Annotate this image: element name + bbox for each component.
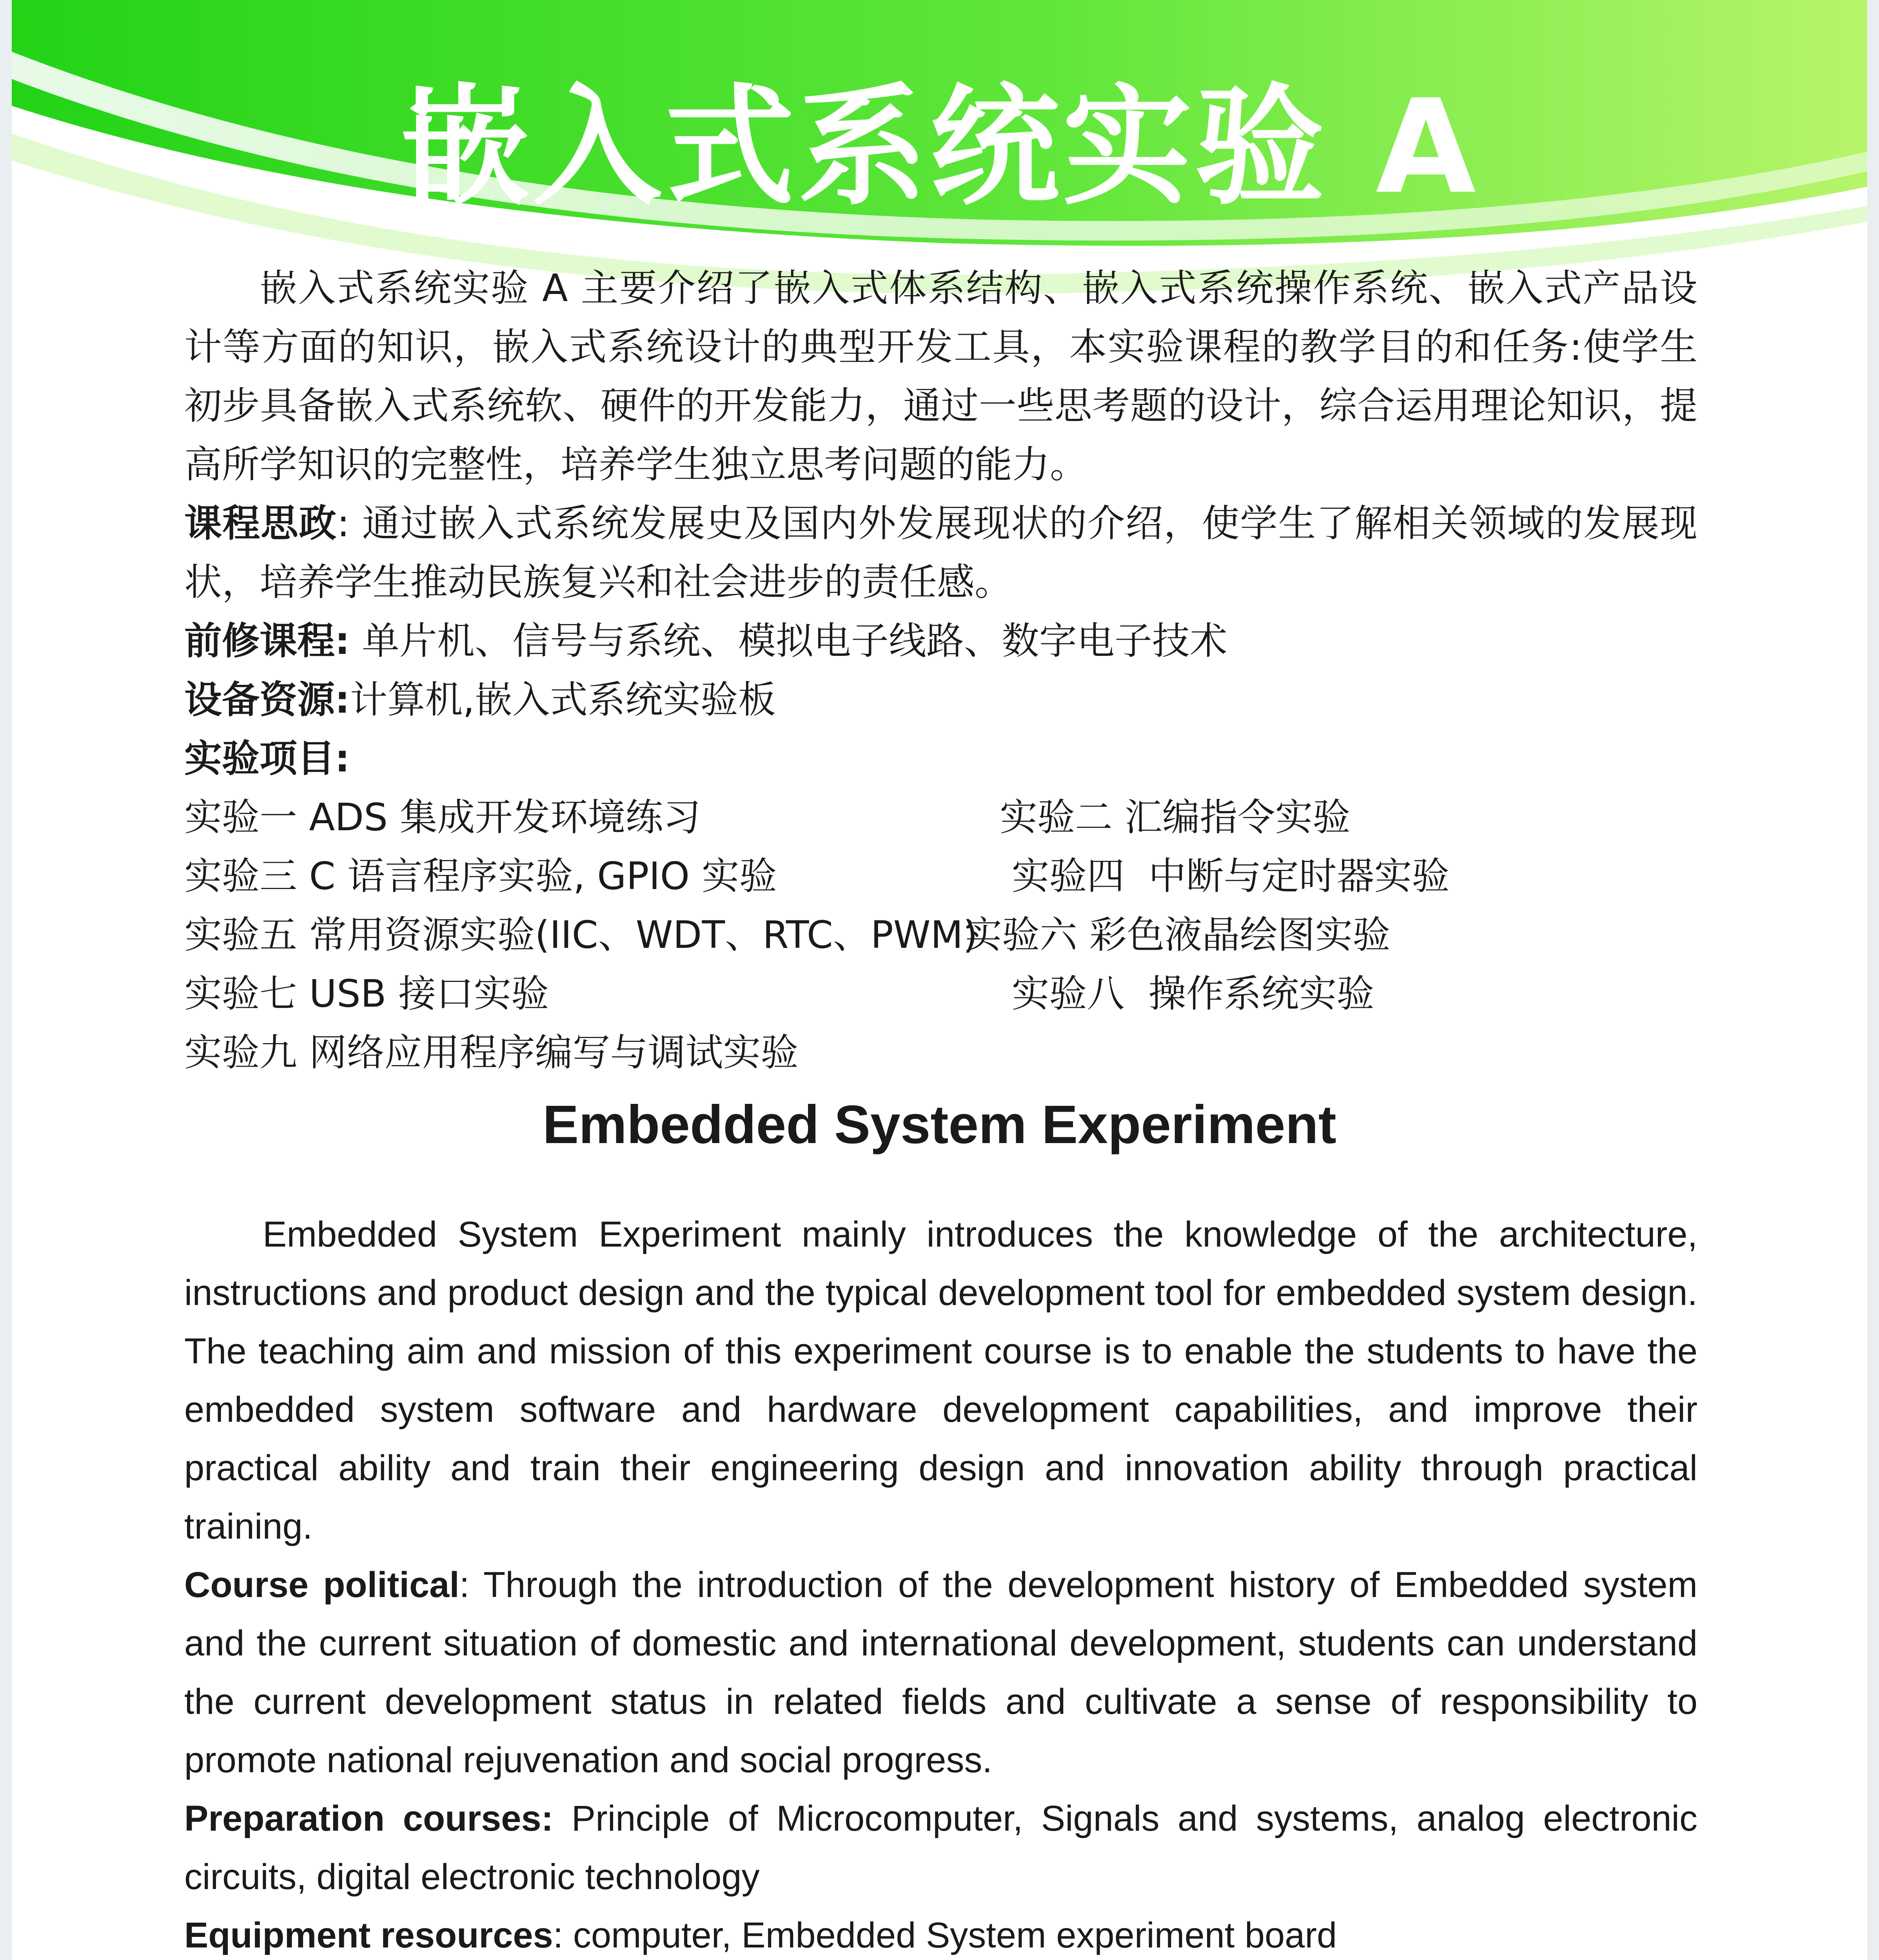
zh-intro: 嵌入式系统实验 A 主要介绍了嵌入式体系结构、嵌入式系统操作系统、嵌入式产品设计等方面的知识，嵌入式系统设计的典型开发工具，本实验课程的教学目的和任务:使学生初步具备嵌入式系统软、硬件的开发能力，通过一些思考题的设计，综合运用理论知识，提高所学知识的完整性，培养学生独立思考问题的能力。 [184,266,1697,486]
zh-project-item: 实验一 ADS 集成开发环境练习 [184,795,701,839]
zh-project-item: 实验六 彩色液晶绘图实验 [964,913,1391,957]
zh-project-row [184,788,1697,847]
zh-prereq-label: 前修课程: [184,619,350,663]
zh-prereq [184,612,1697,670]
en-political-text: : Through the introduction of the development history of Embedded system and the current situation of domestic and international development, students can understand the current development status in related fields and cultivate a sense of responsibility to promote national rejuvenation and social progress. [184,1565,1697,1780]
zh-project-row [184,1023,1697,1082]
zh-equipment [184,670,1697,729]
en-political-label: Course political [184,1565,459,1605]
zh-politics-label: 课程思政 [184,501,337,545]
en-equip-label: Equipment resources [184,1915,553,1955]
zh-prereq-text: 单片机、信号与系统、模拟电子线路、数字电子技术 [350,619,1227,663]
en-equipment [184,1906,1697,1960]
en-prep-text: Principle of Microcomputer, Signals and systems, analog electronic circuits, digital electronic technology [184,1798,1697,1897]
zh-equip-text: 计算机,嵌入式系统实验板 [350,678,776,722]
english-title: Embedded System Experiment [543,1094,1336,1155]
zh-project-item: 实验八 操作系统实验 [1000,972,1374,1016]
en-prep-label: Preparation courses: [184,1798,554,1838]
en-preparation [184,1789,1697,1906]
zh-equip-label: 设备资源: [184,678,350,722]
zh-project-item: 实验七 USB 接口实验 [184,972,549,1016]
zh-project-item: 实验九 网络应用程序编写与调试实验 [184,1031,799,1074]
en-political [184,1556,1697,1789]
zh-politics [184,494,1697,612]
zh-project-row [184,906,1697,964]
zh-project-item: 实验二 汇编指令实验 [1000,795,1351,839]
en-intro: Embedded System Experiment mainly introduces the knowledge of the architecture, instructions and product design and the typical development tool for embedded system design. The teaching aim and mission of this experiment course is to enable the students to have the embedded system software and hardware development capabilities, and improve their practical ability and train their engineering design and innovation ability through practical training. [184,1214,1697,1546]
zh-project-item: 实验四 中断与定时器实验 [1000,854,1450,898]
page-title: 嵌入式系统实验 A [400,72,1479,222]
en-equip-text: : computer, Embedded System experiment board [553,1915,1337,1955]
zh-politics-text: : 通过嵌入式系统发展史及国内外发展现状的介绍，使学生了解相关领域的发展现状，培养学生推动民族复兴和社会进步的责任感。 [184,501,1698,604]
zh-projects-label: 实验项目: [184,737,350,780]
chinese-section [184,259,1697,1082]
zh-project-row [184,964,1697,1023]
english-section [184,1205,1697,1960]
zh-project-item: 实验五 常用资源实验(IIC、WDT、RTC、PWM) [184,913,978,957]
zh-project-row [184,847,1697,906]
zh-project-item: 实验三 C 语言程序实验, GPIO 实验 [184,854,777,898]
